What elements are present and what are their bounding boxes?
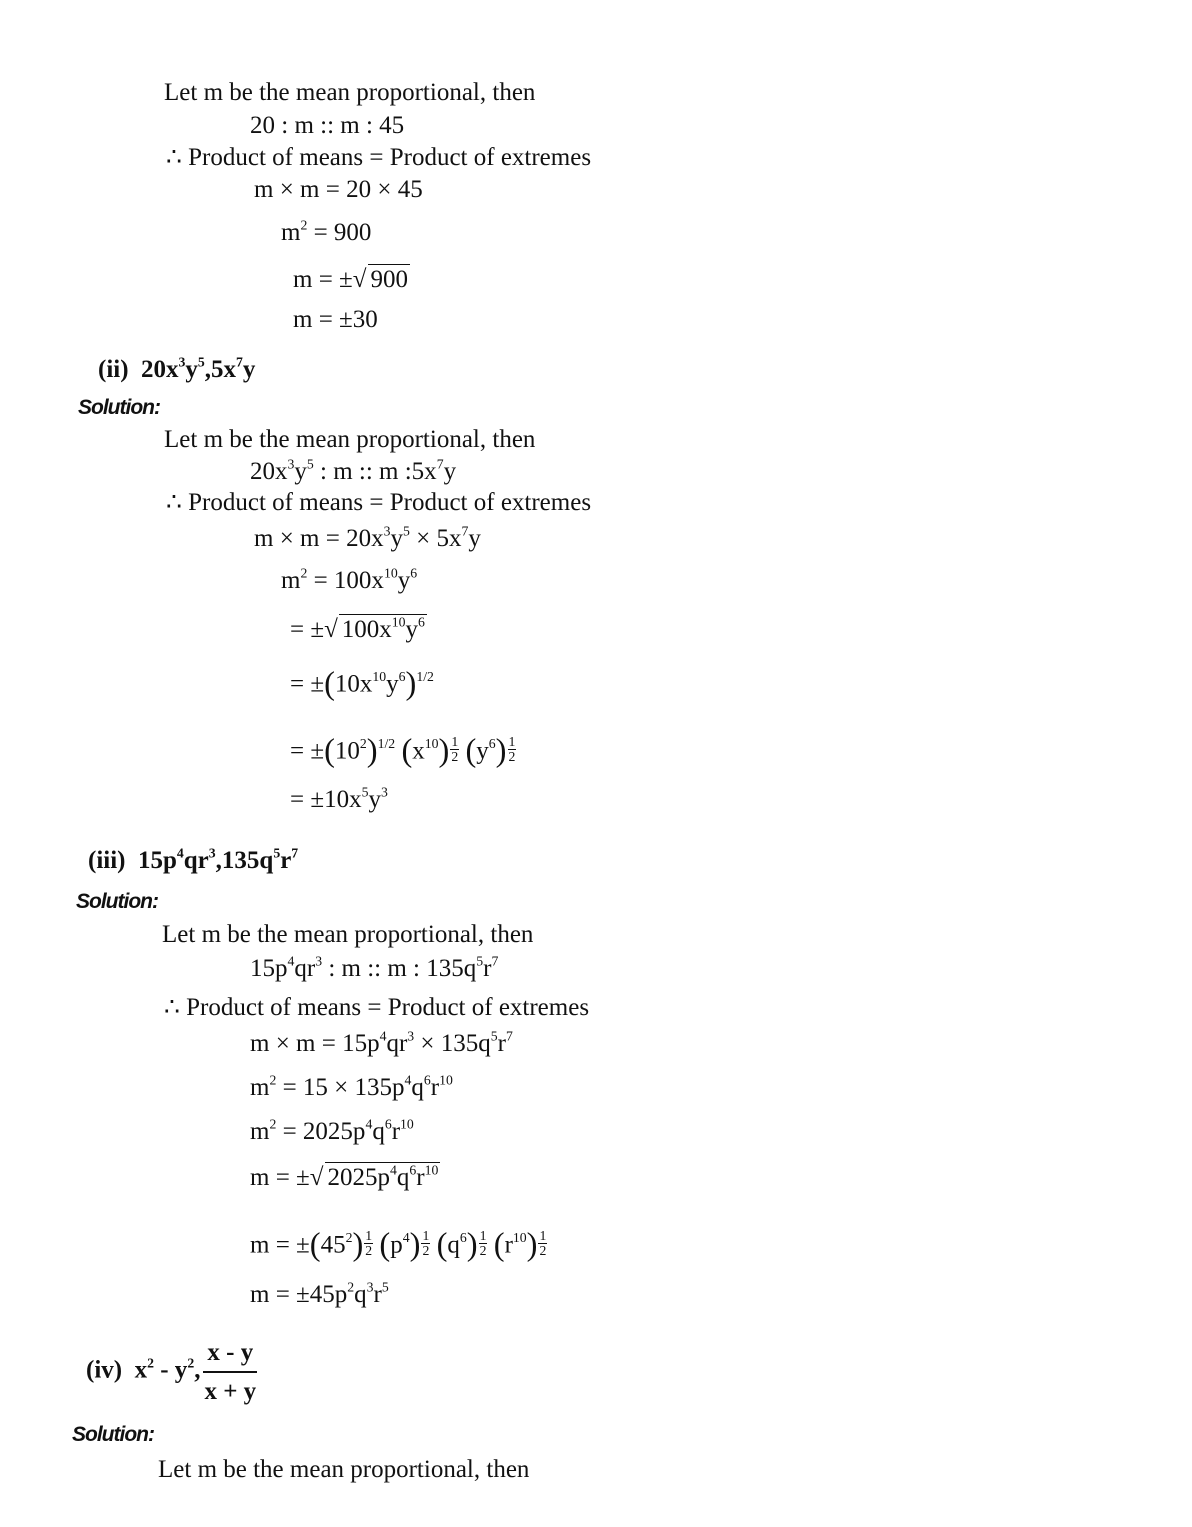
step-i-1: m × m = 20 × 45 <box>254 176 423 203</box>
step-iii-1: $m \times m = 15p^4qr^3 \times 135q^5r^7$ <box>250 1028 513 1057</box>
step-iii-4: m = ±√ $2025p^4q^6r^{10}$ <box>250 1162 439 1191</box>
step-iii-5: $m = \pm(45^2)$ $\frac{1}{2}$ $(p^4)$ $\frac{1}{2}$ $(q^6)$ $\frac{1}{2}$ $(r^{10})$ $\frac{1}{2}$ <box>250 1227 547 1263</box>
proportion-line-i: 20 : m :: m : 45 <box>250 112 405 139</box>
step-iii-2: $m^2 = 15 \times 135p^4q^6r^{10}$ <box>250 1072 453 1101</box>
solution-label-iv: Solution: <box>72 1423 154 1446</box>
step-i-2: $m^2 = 900$ <box>281 217 372 246</box>
therefore-line-ii: ∴ Product of means = Product of extremes <box>166 489 592 516</box>
step-ii-5: = $\pm(10^2)^{1/2}$ $(x^{10})$ $\frac{1}{2}$ $(y^6)$ $\frac{1}{2}$ <box>290 733 516 769</box>
part-iii-heading: (iii) $15p^4qr^3,135q^5r^7$ <box>88 845 299 874</box>
solution-label-iii: Solution: <box>76 890 158 913</box>
therefore-line-i: ∴ Product of means = Product of extremes <box>166 144 592 171</box>
step-i-4: m = ±30 <box>293 306 378 333</box>
part-iv-heading: (iv) $x^2 - y^2$, $\frac{x - y}{x + y}$ <box>86 1340 260 1404</box>
step-ii-4: = $\pm(10x^{10}y^6)^{1/2}$ <box>290 666 434 702</box>
step-ii-3: = ±√ $100x^{10}y^6$ <box>290 614 425 643</box>
step-ii-6: = $\pm 10x^5y^3$ <box>290 784 388 813</box>
proportion-line-iii: $15p^4qr^3$ : m :: m : $135q^5r^7$ <box>250 953 499 982</box>
solution-label-ii: Solution: <box>78 396 160 419</box>
intro-line-iii: Let m be the mean proportional, then <box>162 921 534 948</box>
intro-line-ii: Let m be the mean proportional, then <box>164 426 536 453</box>
step-ii-2: $m^2 = 100x^{10}y^6$ <box>281 565 418 594</box>
part-ii-heading: (ii) $20x^3y^5,5x^7y$ <box>98 354 256 383</box>
therefore-line-iii: ∴ Product of means = Product of extremes <box>164 994 590 1021</box>
step-i-3: m = ±√ 900 <box>293 266 408 293</box>
step-iii-3: $m^2 = 2025p^4q^6r^{10}$ <box>250 1116 414 1145</box>
intro-line-iv: Let m be the mean proportional, then <box>158 1456 530 1483</box>
intro-line-i: Let m be the mean proportional, then <box>164 79 536 106</box>
fraction-x-minus-y-over-x-plus-y: $\frac{x - y}{x + y}$ <box>204 1339 257 1405</box>
step-iii-6: $m = \pm 45p^2q^3r^5$ <box>250 1279 389 1308</box>
step-ii-1: $m \times m = 20x^3y^5 \times 5x^7y$ <box>254 523 481 552</box>
proportion-line-ii: $20x^3y^5$ : m :: m $:5x^7y$ <box>250 456 457 485</box>
